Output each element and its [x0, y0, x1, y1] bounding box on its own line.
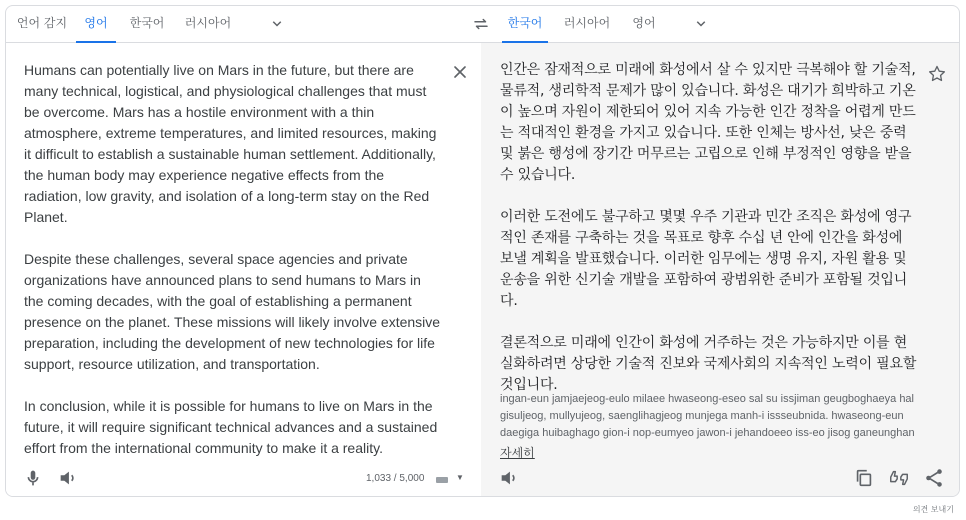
- speaker-icon[interactable]: [57, 467, 79, 489]
- target-paragraph: 인간은 잠재적으로 미래에 화성에서 살 수 있지만 극복해야 할 기술적, 물류적, 생리학적 문제가 많이 있습니다. 화성은 대기가 희박하고 기온이 높으며 자원이 제한되어 있어 지속 가능한 인간 정착을 어렵게 만드는 적대적인 환경을 가지고 있습니다. 또한 인체는 방사선, 낮은 중력 및 붉은 행성에 장기간 머무르는 고립으로 인해 부정적인 영향을 받을 수 있습니다.: [500, 62, 916, 183]
- target-paragraph: 이러한 도전에도 불구하고 몇몇 우주 기관과 민간 조직은 화성에 영구적인 존재를 구축하는 것을 목표로 향후 수십 년 안에 인간을 화성에 보낼 계획을 발표했습니다. 이러한 임무에는 생명 유지, 자원 활용 및 운송을 위한 신기술 개발을 포함하여 광범위한 준비가 포함될 것입니다.: [500, 209, 912, 309]
- tab-source-russian[interactable]: 러시아어: [184, 16, 232, 30]
- target-pane: [481, 43, 960, 497]
- source-paragraph: Despite these challenges, several space agencies and private organizations have announced plans to send humans to Mars in the coming decades, with the goal of establishing a permanent presence on the planet. These missions will likely involve extensive preparation, including the development of new technologies for life support, resource utilization, and transportation.: [24, 251, 441, 372]
- target-paragraph: 결론적으로 미래에 인간이 화성에 거주하는 것은 가능하지만 이를 현실화하려면 상당한 기술적 진보와 국제사회의 지속적인 노력이 필요할 것입니다.: [500, 335, 917, 393]
- send-feedback-link[interactable]: 의견 보내기: [912, 505, 954, 514]
- swap-languages-icon[interactable]: [472, 15, 490, 33]
- clear-source-icon[interactable]: [450, 62, 470, 82]
- star-icon[interactable]: [927, 64, 947, 84]
- speaker-icon[interactable]: [498, 467, 520, 489]
- tab-detect-language[interactable]: 언어 감지: [16, 16, 68, 30]
- keyboard-icon[interactable]: [436, 477, 448, 483]
- translation-output: [500, 60, 918, 417]
- source-text-input[interactable]: [24, 60, 442, 480]
- chevron-down-icon[interactable]: [268, 15, 286, 33]
- translate-card: [5, 5, 960, 497]
- source-paragraph: Humans can potentially live on Mars in the future, but there are many technical, logistical, and physiological challenges that must be overcome. Mars has a hostile environment with a thin atmosphere, extreme temperatures, and limited resources, making it difficult to establish a sustainable human settlement. Additionally, the human body may experience negative effects from the radiation, low gravity, and isolation of a long-term stay on the Red Planet.: [24, 62, 437, 225]
- caret-down-icon[interactable]: ▼: [456, 473, 464, 482]
- source-pane: [6, 43, 481, 497]
- tab-target-russian[interactable]: 러시아어: [563, 16, 611, 30]
- rate-translation-icon[interactable]: [888, 467, 910, 489]
- copy-icon[interactable]: [853, 467, 875, 489]
- tab-source-korean[interactable]: 한국어: [129, 16, 165, 30]
- tab-source-english[interactable]: 영어: [76, 6, 116, 43]
- chevron-down-icon[interactable]: [692, 15, 710, 33]
- more-link[interactable]: 자세히: [500, 446, 535, 460]
- tab-target-english[interactable]: 영어: [632, 16, 656, 30]
- language-bar: [6, 6, 960, 43]
- source-paragraph: In conclusion, while it is possible for humans to live on Mars in the future, it will require significant technical advances and a sustained effort from the international community to make it a reality.: [24, 398, 438, 456]
- romanization-text: ingan-eun jamjaejeog-eulo milaee hwaseong-eseo sal su issjiman geugboghaeya hal gisuljeog, mullyujeog, saenglihagjeog munjega manh-i issseubnida. hwaseong-eun daegiga huibaghago gion-i nop-eumyeo jawon-i jehandoeeo iss-eo jisog ganeunghan: [500, 393, 915, 439]
- microphone-icon[interactable]: [22, 467, 44, 489]
- share-icon[interactable]: [923, 467, 945, 489]
- character-count: 1,033 / 5,000: [366, 473, 425, 484]
- tab-target-korean[interactable]: 한국어: [502, 6, 548, 43]
